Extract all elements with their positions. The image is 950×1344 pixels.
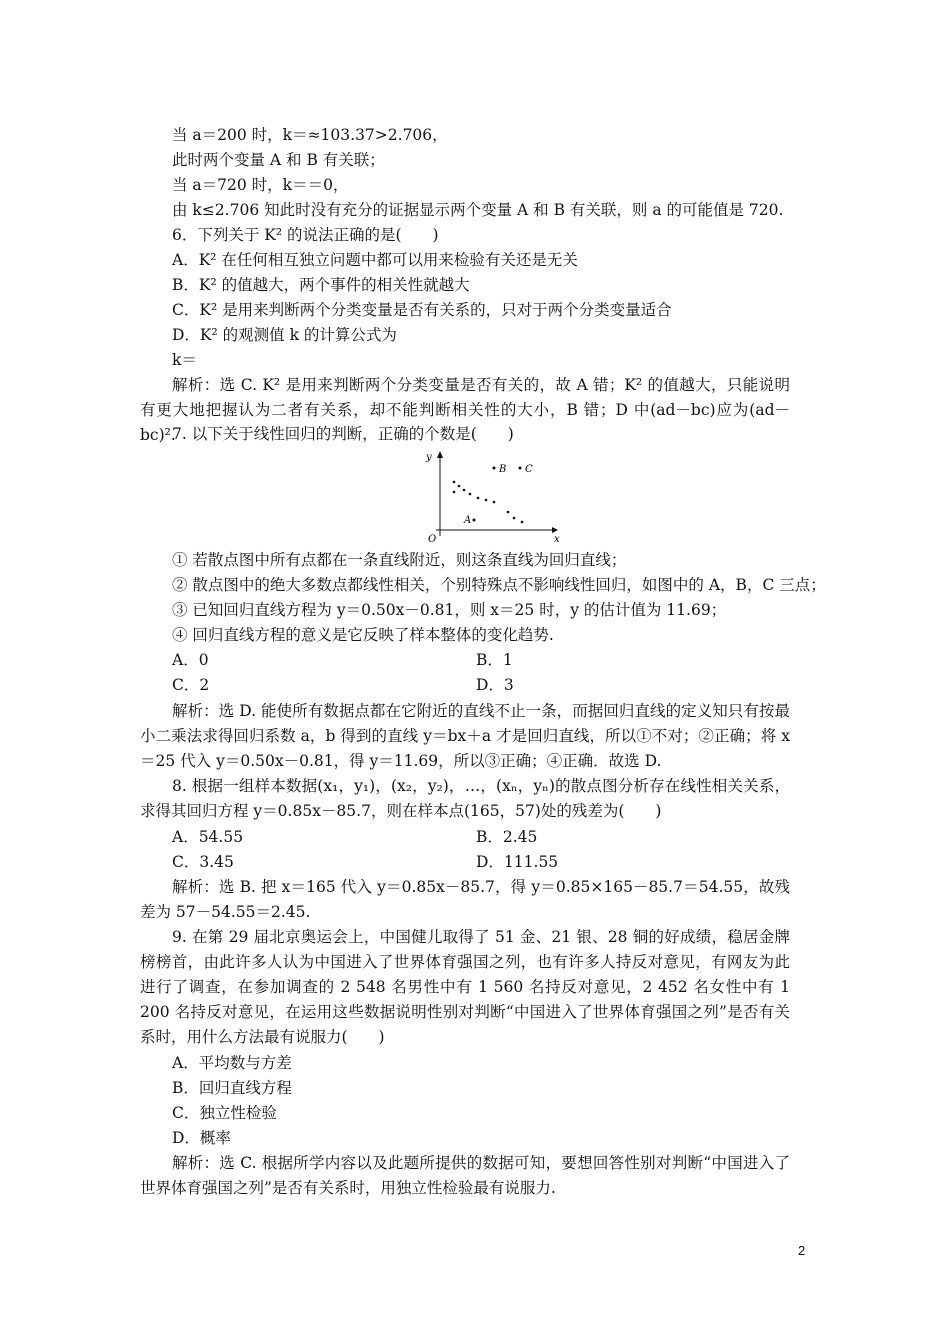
x-axis-arrow	[552, 527, 558, 533]
scatter-point	[493, 501, 496, 504]
question-7-option-d: D．3	[476, 676, 514, 694]
question-7-stem: 7. 以下关于线性回归的判断，正确的个数是( )	[172, 425, 514, 443]
scatter-point	[469, 493, 472, 496]
question-9-analysis: 解析：选 C. 根据所学内容以及此题所提供的数据可知，要想回答性别对判断“中国进入了世界体育强国之列”是否有关系时，用独立性检验最有说服力.	[140, 1154, 790, 1197]
question-9-stem: 9. 在第 29 届北京奥运会上，中国健儿取得了 51 金、21 银、28 铜的好成绩，稳居金牌榜榜首，由此许多人认为中国进入了世界体育强国之列，也有许多人持反对意见，有网友为此进行了调查，在参加调查的 2 548 名男性中有 1 560 名持反对意见，2 452 名女性中有 1 200 名持反对意见，在运用这些数据说明性别对判断“中国进入了世界体育强国之列”是否有关系时，用什么方法最有说服力( )	[140, 928, 790, 1046]
question-7-option-a: A．0	[172, 651, 209, 669]
question-9-option-b: B．回归直线方程	[172, 1079, 292, 1097]
scatter-point	[453, 491, 456, 494]
scatter-point	[521, 521, 524, 524]
text-line: 此时两个变量 A 和 B 有关联；	[172, 151, 385, 169]
question-7-option-b: B．1	[476, 651, 513, 669]
question-6-option-a: A．K² 在任何相互独立问题中都可以用来检验有关还是无关	[172, 251, 578, 269]
question-8-analysis: 解析：选 B. 把 x＝165 代入 y＝0.85x－85.7，得 y＝0.85×165－85.7＝54.55，故残差为 57－54.55＝2.45.	[140, 878, 790, 921]
question-8-option-a: A．54.55	[172, 828, 244, 846]
scatter-point	[493, 467, 496, 470]
scatter-point	[477, 497, 480, 500]
text-line: 当 a＝200 时，k＝≈103.37>2.706，	[172, 126, 448, 144]
scatter-point	[507, 511, 510, 514]
question-6-option-b: B．K² 的值越大，两个事件的相关性就越大	[172, 276, 470, 294]
question-9-option-c: C．独立性检验	[172, 1104, 277, 1122]
question-6-stem: 6．下列关于 K² 的说法正确的是( )	[172, 226, 439, 244]
question-7-statement-1: ① 若散点图中所有点都在一条直线附近，则这条直线为回归直线；	[172, 551, 627, 569]
point-label-b: B	[499, 464, 507, 475]
question-9-option-d: D．概率	[172, 1129, 231, 1147]
question-7-statement-3: ③ 已知回归直线方程为 y＝0.50x－0.81，则 x＝25 时，y 的估计值为 11.69；	[172, 601, 727, 619]
question-7-option-c: C．2	[172, 676, 210, 694]
question-6-analysis: 解析：选 C. K² 是用来判断两个分类变量是否有关的，故 A 错；K² 的值越大，只能说明有更大地把握认为二者有关系，却不能判断相关性的大小，B 错；D 中(ad－bc)应为(ad－bc)².	[140, 376, 790, 444]
question-8-option-c: C．3.45	[172, 853, 234, 871]
question-7-statement-2: ② 散点图中的绝大多数点都线性相关，个别特殊点不影响线性回归，如图中的 A，B，C 三点；	[172, 576, 826, 594]
question-8-option-b: B．2.45	[476, 828, 538, 846]
scatter-figure	[424, 448, 564, 544]
question-8-stem: 8. 根据一组样本数据(x₁，y₁)，(x₂，y₂)，…，(xₙ，yₙ)的散点图分析存在线性相关关系，求得其回归方程 y＝0.85x－85.7，则在样本点(165，57)处的残差为( )	[140, 777, 790, 820]
scatter-point	[513, 517, 516, 520]
question-9-option-a: A．平均数与方差	[172, 1054, 292, 1072]
page-number: 2	[798, 1243, 806, 1258]
scatter-point	[519, 467, 522, 470]
question-6-option-c: C．K² 是用来判断两个分类变量是否有关系的，只对于两个分类变量适合	[172, 301, 672, 319]
question-6-option-d: D．K² 的观测值 k 的计算公式为	[172, 326, 397, 344]
origin-label: O	[428, 534, 437, 544]
question-7-analysis: 解析：选 D. 能使所有数据点都在它附近的直线不止一条，而据回归直线的定义知只有按最小二乘法求得回归系数 a，b 得到的直线 y＝bx＋a 才是回归直线，所以①不对；②正确；将 x＝25 代入 y＝0.50x－0.81，得 y＝11.69，所以③正确；④正确．故选 D.	[140, 702, 790, 770]
question-8-option-d: D．111.55	[476, 853, 559, 871]
scatter-point	[453, 481, 456, 484]
point-label-a: A	[464, 515, 472, 526]
scatter-point	[473, 519, 476, 522]
y-axis-arrow	[437, 451, 443, 458]
scatter-point	[485, 499, 488, 502]
text-line: 当 a＝720 时，k＝＝0，	[172, 176, 349, 194]
y-axis-label: y	[426, 452, 432, 463]
point-label-c: C	[525, 464, 533, 475]
question-7-statement-4: ④ 回归直线方程的意义是它反映了样本整体的变化趋势.	[172, 626, 554, 644]
question-6-formula: k＝	[172, 351, 197, 369]
scatter-point	[458, 485, 461, 488]
text-line: 由 k≤2.706 知此时没有充分的证据显示两个变量 A 和 B 有关联，则 a 的可能值是 720.	[172, 201, 784, 219]
x-axis-label: x	[554, 534, 560, 544]
scatter-point	[463, 489, 466, 492]
